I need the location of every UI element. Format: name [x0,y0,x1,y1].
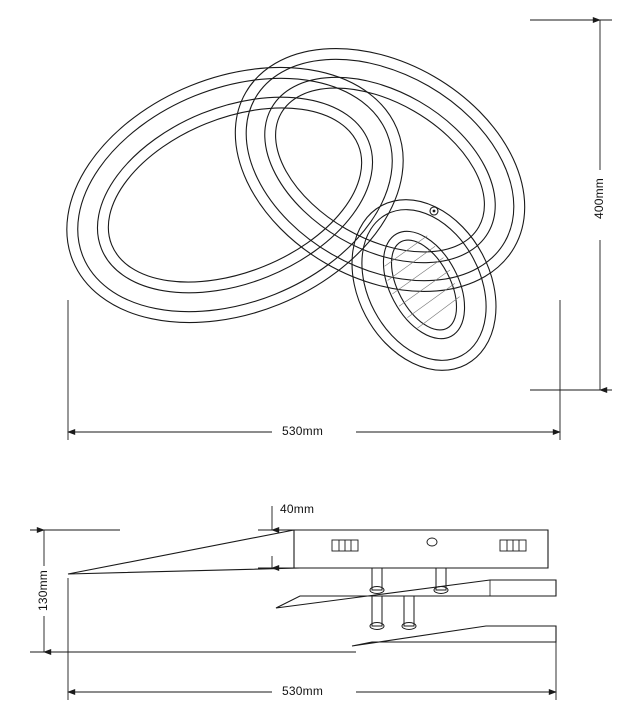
dimension-label-width-530-bottom: 530mm [282,684,324,698]
dimension-label-height-400: 400mm [592,178,606,220]
dimension-width-530-top [68,300,560,440]
dimension-label-width-530-top: 530mm [282,424,324,438]
side-view-body [68,530,556,646]
dimension-label-height-130: 130mm [36,570,50,612]
dimension-label-thickness-40: 40mm [280,502,315,516]
top-view-rings [29,0,569,395]
